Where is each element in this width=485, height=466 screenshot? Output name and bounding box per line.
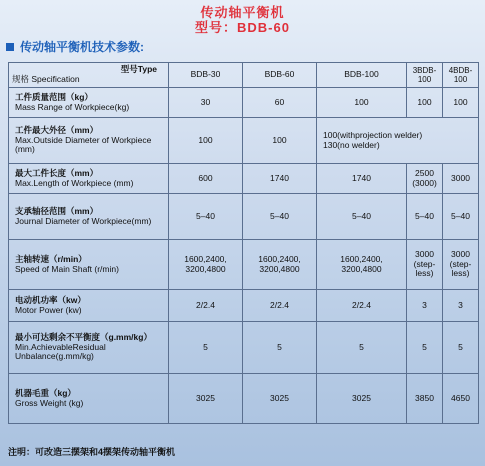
table-cell: 2500 (3000) — [407, 164, 443, 194]
table-row — [9, 322, 479, 374]
table-cell: 30 — [169, 88, 243, 118]
model-title: 型号：BDB-60 — [195, 20, 290, 35]
table-cell: 1600,2400, 3200,4800 — [317, 240, 407, 290]
corner-cell — [9, 63, 169, 88]
table-cell: 2/2.4 — [317, 290, 407, 322]
row-label — [9, 322, 169, 374]
row-label-zh: 主轴转速（r/min） — [15, 253, 87, 264]
row-label — [9, 194, 169, 240]
table-cell: 1600,2400, 3200,4800 — [169, 240, 243, 290]
table-cell: 100 — [317, 88, 407, 118]
table-cell: 3025 — [169, 374, 243, 424]
row-label-en: Mass Range of Workpiece(kg) — [15, 101, 130, 112]
table-cell: 3025 — [243, 374, 317, 424]
page-title: 传动轴平衡机 — [200, 5, 285, 20]
corner-type-label: 型号Type — [120, 64, 157, 75]
table-cell: 3000 (step- less) — [443, 240, 479, 290]
row-label-en: Gross Weight (kg) — [15, 397, 84, 408]
section-heading — [6, 38, 144, 55]
table-cell: 1740 — [243, 164, 317, 194]
table-cell: 4650 — [443, 374, 479, 424]
row-label-zh: 工件质量范围（kg） — [15, 91, 93, 102]
row-label-en: Min.AchievableResidual Unbalance(g.mm/kg) — [15, 341, 106, 362]
table-cell: 600 — [169, 164, 243, 194]
row-label — [9, 164, 169, 194]
row-label-en: Journal Diameter of Workpiece(mm) — [15, 215, 152, 226]
table-cell: 5–40 — [317, 194, 407, 240]
column-header: BDB-100 — [317, 63, 407, 88]
table-cell: 1740 — [317, 164, 407, 194]
table-cell: 5–40 — [243, 194, 317, 240]
table-row — [9, 88, 479, 118]
table-row — [9, 374, 479, 424]
table-cell: 5 — [443, 322, 479, 374]
column-header: BDB-30 — [169, 63, 243, 88]
table-cell: 5 — [317, 322, 407, 374]
row-label-en: Speed of Main Shaft (r/min) — [15, 263, 119, 274]
table-cell: 100 — [169, 118, 243, 164]
table-cell: 5–40 — [443, 194, 479, 240]
table-cell: 2/2.4 — [243, 290, 317, 322]
column-header: BDB-60 — [243, 63, 317, 88]
square-bullet-icon — [6, 43, 14, 51]
table-row — [9, 164, 479, 194]
row-label-en: Motor Power (kw) — [15, 304, 82, 315]
table-cell: 3 — [407, 290, 443, 322]
table-cell: 3000 — [443, 164, 479, 194]
table-cell: 5 — [243, 322, 317, 374]
table-cell: 100 — [243, 118, 317, 164]
table-cell: 1600,2400, 3200,4800 — [243, 240, 317, 290]
footnote: 注明：可改造三摆架和4摆架传动轴平衡机 — [8, 447, 176, 457]
row-label-zh: 工件最大外径（mm） — [15, 124, 99, 135]
table-cell: 3850 — [407, 374, 443, 424]
row-label — [9, 290, 169, 322]
table-cell: 3025 — [317, 374, 407, 424]
row-label — [9, 240, 169, 290]
table-cell: 5–40 — [407, 194, 443, 240]
row-label-zh: 最小可达剩余不平衡度（g.mm/kg） — [15, 331, 152, 342]
table-cell: 5 — [169, 322, 243, 374]
table-cell: 2/2.4 — [169, 290, 243, 322]
table-row — [9, 240, 479, 290]
column-header: 3BDB-100 — [407, 63, 443, 88]
row-label-zh: 机器毛重（kg） — [15, 387, 76, 398]
corner-spec-label: 规格 Specification — [12, 74, 80, 84]
spec-table — [8, 62, 479, 424]
table-cell: 3 — [443, 290, 479, 322]
table-header-row — [9, 63, 479, 88]
table-cell: 5–40 — [169, 194, 243, 240]
table-row — [9, 290, 479, 322]
row-label — [9, 118, 169, 164]
table-row — [9, 194, 479, 240]
table-cell: 3000 (step- less) — [407, 240, 443, 290]
table-cell: 5 — [407, 322, 443, 374]
row-label-en: Max.Outside Diameter of Workpiece (mm) — [15, 134, 152, 155]
row-label-zh: 最大工件长度（mm） — [15, 167, 99, 178]
column-header: 4BDB-100 — [443, 63, 479, 88]
table-cell: 100 — [443, 88, 479, 118]
row-label-en: Max.Length of Workpiece (mm) — [15, 177, 134, 188]
row-label — [9, 88, 169, 118]
row-label-zh: 电动机功率（kw） — [15, 294, 86, 305]
row-label — [9, 374, 169, 424]
table-cell: 100(withprojection welder) 130(no welder) — [317, 118, 479, 164]
row-label-zh: 支承轴径范围（mm） — [15, 205, 99, 216]
table-cell: 60 — [243, 88, 317, 118]
section-heading-text: 传动轴平衡机技术参数: — [20, 40, 144, 54]
table-row — [9, 118, 479, 164]
table-cell: 100 — [407, 88, 443, 118]
